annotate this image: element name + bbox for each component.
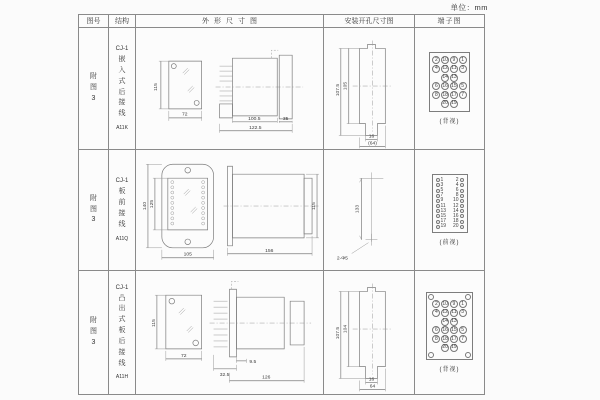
terminal-number: 7 [440, 192, 444, 199]
fig-no-label: 附图3 [90, 317, 97, 346]
dim-label: 32.5 [219, 372, 230, 378]
dim-label: 35 [282, 116, 289, 122]
terminal-pin-icon [436, 225, 440, 229]
row2-structure [109, 150, 136, 271]
terminal-circle: 9 [450, 300, 458, 308]
terminal-circle: 15 [451, 326, 457, 333]
terminal-circle: 11 [451, 65, 457, 72]
terminal-circle: 1 [459, 300, 467, 308]
unit-label: 单位：mm [450, 3, 488, 12]
structure-desc: 板前接线 [118, 188, 126, 228]
structure-code: A11K [116, 125, 128, 132]
structure-code: A11Q [115, 235, 129, 242]
terminal-pin-icon [460, 189, 464, 193]
dim-label: 64 [369, 384, 376, 390]
dim-label: 133 [355, 204, 361, 213]
terminal-circle: 2 [432, 56, 440, 64]
terminal-number: 4 [455, 181, 459, 188]
terminal-pin-icon [460, 183, 464, 187]
col-header-install: 安装开孔尺寸图 [324, 15, 415, 28]
terminal-number: 6 [455, 187, 459, 194]
dim-label: 100.5 [248, 116, 261, 122]
dim-label: 115 [153, 82, 159, 91]
terminal-diagram-a11h [426, 292, 473, 361]
terminal-pin-icon [436, 204, 440, 208]
terminal-spacer [432, 344, 440, 352]
row3-fig-no [79, 271, 109, 394]
terminal-circle: 11 [451, 309, 457, 316]
dim-label: 115 [151, 319, 157, 328]
terminal-number: 16 [452, 212, 459, 219]
mounting-screw-icon [428, 294, 434, 300]
terminal-circle: 14 [442, 318, 448, 325]
row3-outline-drawing [136, 271, 324, 394]
terminal-number: 15 [440, 212, 447, 219]
terminal-number: 14 [452, 207, 459, 214]
terminal-row [436, 224, 464, 229]
terminal-circle: 20 [442, 100, 448, 107]
terminal-circle: 7 [459, 335, 467, 343]
terminal-row [432, 82, 467, 91]
terminal-circle: 9 [450, 56, 458, 64]
terminal-circle: 19 [451, 100, 457, 107]
row2-terminal-cell [415, 150, 484, 271]
terminal-circle: 5 [459, 82, 467, 90]
terminal-diagram-a11k [429, 52, 470, 113]
terminal-circle: 18 [442, 335, 448, 342]
col-header-structure: 结构 [109, 15, 136, 28]
view-label: (背视) [439, 119, 460, 126]
terminal-circle: 13 [451, 318, 457, 325]
terminal-spacer [459, 318, 467, 326]
terminal-pin-icon [460, 209, 464, 213]
terminal-circle: 17 [451, 91, 457, 98]
col-header-outline: 外形尺寸图 [136, 15, 324, 28]
terminal-pin-icon [460, 225, 464, 229]
dim-label: (64) [368, 140, 377, 146]
terminal-spacer [432, 318, 440, 326]
terminal-circle: 13 [451, 74, 457, 81]
terminal-circle: 17 [451, 335, 457, 342]
model-label: CJ-1 [115, 284, 129, 291]
outline-diagram-a11k [136, 28, 323, 150]
terminal-circle: 16 [442, 82, 448, 89]
terminal-circle: 5 [459, 326, 467, 334]
terminal-number: 2 [455, 176, 459, 183]
terminal-pin-icon [460, 199, 464, 203]
row1-fig-no [79, 28, 109, 150]
row3-terminal-cell [415, 271, 484, 394]
terminal-circle: 12 [442, 309, 448, 316]
terminal-spacer [459, 100, 467, 108]
fig-no-label: 附图3 [90, 194, 97, 224]
dim-label: 107.5 [335, 83, 341, 96]
terminal-circle: 16 [442, 326, 448, 333]
terminal-pin-icon [460, 220, 464, 224]
dim-label: 104 [343, 324, 349, 334]
terminal-circle: 15 [451, 82, 457, 89]
terminal-number: 18 [452, 218, 459, 225]
terminal-row [432, 308, 467, 317]
structure-code: A11H [115, 374, 129, 381]
terminal-circle: 12 [442, 65, 448, 72]
dim-label: 115 [312, 201, 318, 210]
terminal-number: 3 [440, 181, 444, 188]
terminal-circle: 19 [451, 344, 457, 351]
col-header-terminal: 端子图 [415, 15, 484, 28]
install-cutout-a11h [324, 271, 414, 394]
terminal-pin-icon [436, 183, 440, 187]
terminal-spacer [459, 74, 467, 82]
row2-outline-drawing [136, 150, 324, 271]
terminal-row [432, 326, 467, 335]
terminal-circle: 14 [442, 74, 448, 81]
terminal-spacer [459, 344, 467, 352]
col-header-fig-no: 图号 [79, 15, 109, 28]
terminal-circle: 18 [442, 91, 448, 98]
view-label: (前视) [439, 240, 460, 247]
install-cutout-a11k [324, 28, 414, 150]
row1-outline-drawing [136, 28, 324, 150]
terminal-circle: 10 [442, 56, 448, 63]
dimension-table [78, 14, 485, 395]
install-holes-a11q [324, 150, 414, 271]
terminal-circle: 2 [432, 300, 440, 308]
terminal-row [432, 91, 467, 100]
terminal-circle: 8 [432, 91, 440, 99]
terminal-pin-icon [436, 178, 440, 182]
terminal-pin-icon [436, 209, 440, 213]
terminal-row [432, 335, 467, 344]
row3-install-drawing [324, 271, 415, 394]
terminal-row [432, 317, 467, 326]
terminal-circle: 4 [432, 65, 440, 73]
dim-label: 126 [262, 375, 271, 381]
model-label: CJ-1 [115, 45, 129, 52]
terminal-circle: 3 [459, 309, 467, 317]
structure-desc: 嵌入式后接线 [118, 55, 126, 118]
terminal-pin-icon [436, 214, 440, 218]
dim-label: 72 [180, 353, 187, 359]
dim-label: 72 [181, 111, 188, 117]
row3-structure [109, 271, 136, 394]
terminal-pin-icon [460, 214, 464, 218]
terminal-circle: 10 [442, 300, 448, 307]
terminal-row [432, 73, 467, 82]
terminal-row [432, 64, 467, 73]
terminal-number: 12 [452, 202, 459, 209]
terminal-number: 20 [452, 223, 459, 230]
model-label: CJ-1 [115, 178, 129, 185]
terminal-circle: 3 [459, 65, 467, 73]
terminal-number: 11 [440, 202, 446, 209]
terminal-number: 8 [455, 192, 459, 199]
row2-fig-no [79, 150, 109, 271]
terminal-circle: 6 [432, 82, 440, 90]
row1-install-drawing [324, 28, 415, 150]
row2-install-drawing [324, 150, 415, 271]
terminal-diagram-a11q [432, 174, 468, 234]
dim-label: 105 [343, 81, 349, 90]
outline-diagram-a11h [136, 271, 323, 394]
terminal-circle: 7 [459, 91, 467, 99]
terminal-number: 1 [440, 176, 444, 183]
terminal-pin-icon [460, 178, 464, 182]
terminal-row [432, 300, 467, 309]
terminal-circle: 1 [459, 56, 467, 64]
terminal-pin-icon [460, 194, 464, 198]
mounting-screw-icon [428, 352, 434, 358]
terminal-row [432, 344, 467, 353]
fig-no-label: 附图3 [90, 73, 97, 102]
view-label: (背视) [439, 367, 460, 374]
hole-spec-label: 2-Φ5 [336, 255, 348, 261]
dim-label: 16 [368, 133, 375, 139]
terminal-pin-icon [460, 204, 464, 208]
structure-desc: 凸出式板后接线 [118, 294, 126, 367]
mounting-screw-icon [465, 294, 471, 300]
dim-label: 9.5 [249, 359, 257, 365]
dim-label: 125 [149, 199, 155, 208]
terminal-spacer [432, 100, 440, 108]
row1-terminal-cell [415, 28, 484, 150]
terminal-row [432, 56, 467, 65]
dim-label: 16 [368, 377, 375, 383]
terminal-circle: 4 [432, 309, 440, 317]
terminal-number: 17 [440, 218, 447, 225]
terminal-number: 5 [440, 187, 444, 194]
terminal-number: 10 [452, 197, 459, 204]
mounting-screw-icon [465, 352, 471, 358]
terminal-spacer [432, 74, 440, 82]
terminal-pin-icon [436, 189, 440, 193]
terminal-row [432, 100, 467, 109]
row1-structure [109, 28, 136, 150]
terminal-pin-icon [436, 220, 440, 224]
dim-label: 140 [142, 201, 148, 210]
terminal-circle: 6 [432, 326, 440, 334]
terminal-number: 19 [440, 223, 447, 230]
dim-label: 122.5 [249, 125, 262, 131]
terminal-number: 9 [440, 197, 444, 204]
dim-label: 107.5 [335, 326, 341, 340]
dim-label: 105 [183, 252, 192, 258]
outline-diagram-a11q [136, 150, 323, 271]
terminal-circle: 20 [442, 344, 448, 351]
terminal-pin-icon [436, 194, 440, 198]
terminal-circle: 8 [432, 335, 440, 343]
dim-label: 156 [265, 248, 274, 254]
terminal-pin-icon [436, 199, 440, 203]
terminal-number: 13 [440, 207, 447, 214]
